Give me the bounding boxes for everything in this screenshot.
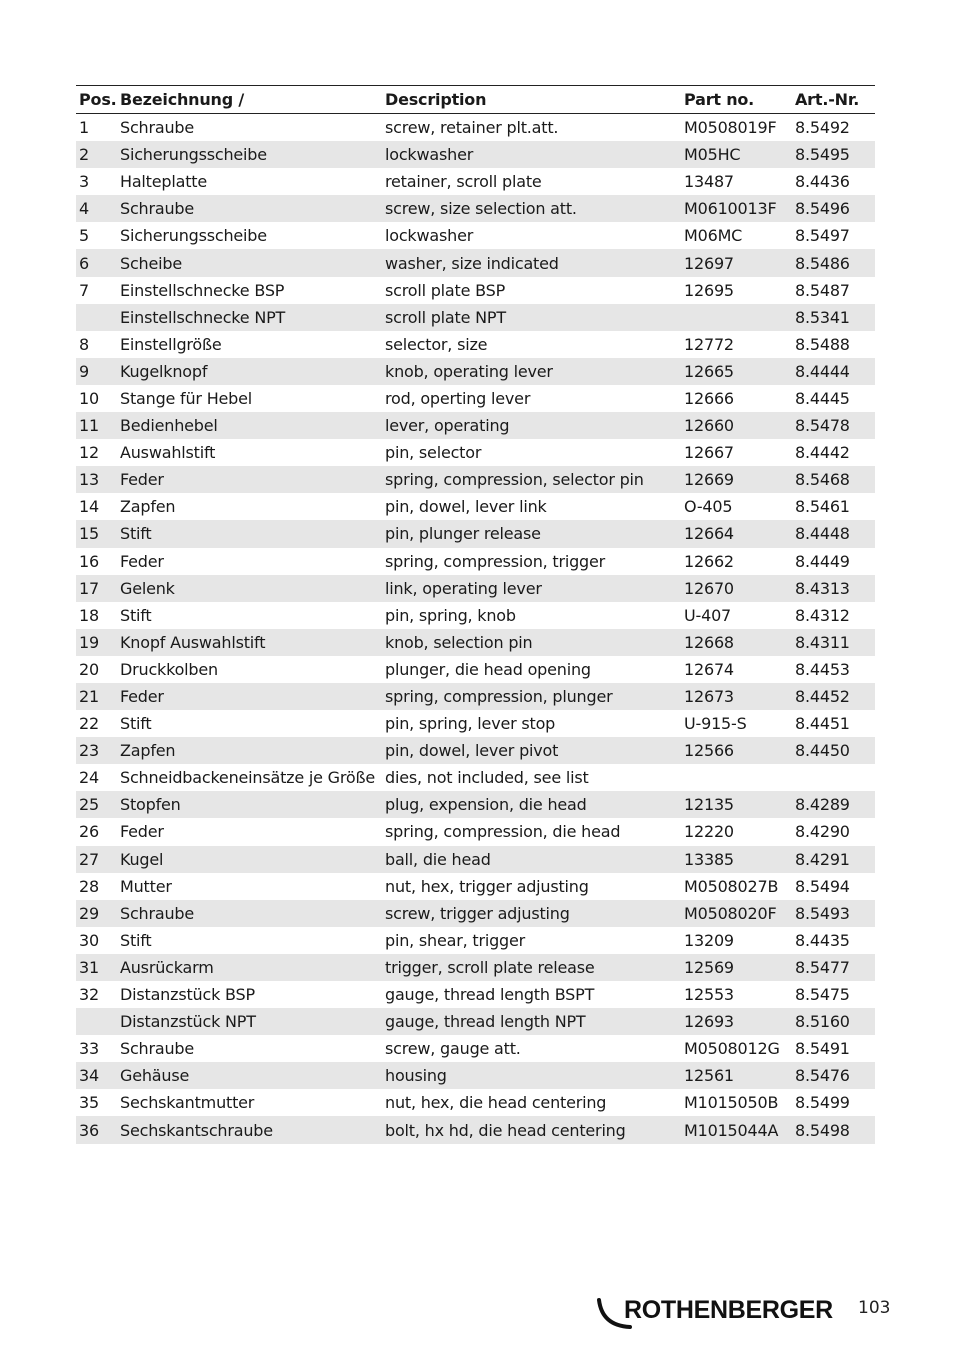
table-row [76,656,875,683]
table-row [76,764,875,791]
cell-bezeichnung: Ausrückarm [117,954,382,981]
cell-part-no: 12561 [681,1062,792,1089]
cell-art-nr: 8.5495 [792,141,875,168]
cell-bezeichnung: Auswahlstift [120,443,216,463]
table-row [76,710,875,737]
table-row [76,331,875,358]
cell-description: spring, compression, plunger [382,683,681,710]
table-row [76,629,875,656]
cell-bezeichnung: Kugel [117,846,382,873]
cell-bezeichnung: Bedienhebel [117,412,382,439]
table-row [76,818,875,845]
cell-bezeichnung: Einstellschnecke NPT [117,304,382,331]
cell-description: housing [382,1062,681,1089]
cell-art-nr: 8.4450 [792,737,875,764]
cell-bezeichnung: Sechskantschraube [117,1116,382,1143]
table-row [76,548,875,575]
cell-pos: 4 [76,195,117,222]
cell-bezeichnung: Zapfen [117,737,382,764]
cell-description: spring, compression, trigger [385,551,606,571]
cell-pos: 33 [79,1039,99,1059]
cell-part-no: M1015044A [681,1116,792,1143]
table-row [76,927,875,954]
cell-pos: 16 [79,551,99,571]
table-row [76,114,875,142]
cell-bezeichnung: Einstellschnecke BSP [120,280,285,300]
cell-description: scroll plate NPT [382,304,681,331]
cell-pos: 24 [79,768,99,788]
cell-part-no: M0508027B [684,876,779,896]
cell-description: gauge, thread length NPT [382,1008,681,1035]
cell-description: lever, operating [382,412,681,439]
table-row [76,466,875,493]
cell-pos: 8 [79,334,89,354]
cell-pos [76,304,117,331]
cell-part-no: M06MC [684,226,743,246]
table-row [76,602,875,629]
cell-pos: 31 [76,954,117,981]
cell-art-nr: 8.4451 [795,714,850,734]
cell-part-no: 12673 [681,683,792,710]
cell-description: pin, plunger release [382,520,681,547]
cell-pos: 21 [76,683,117,710]
cell-art-nr: 8.5498 [792,1116,875,1143]
cell-bezeichnung: Stift [120,714,152,734]
table-row [76,1116,875,1143]
cell-bezeichnung: Gelenk [117,575,382,602]
cell-bezeichnung: Feder [120,551,164,571]
table-row [76,439,875,466]
cell-part-no: 12697 [681,249,792,276]
cell-bezeichnung: Halteplatte [120,172,207,192]
cell-description: pin, spring, knob [385,605,516,625]
cell-bezeichnung: Stift [117,520,382,547]
cell-part-no: 12569 [681,954,792,981]
cell-art-nr: 8.5160 [792,1008,875,1035]
cell-art-nr: 8.4448 [792,520,875,547]
cell-pos: 19 [76,629,117,656]
cell-description: trigger, scroll plate release [382,954,681,981]
table-row [76,493,875,520]
table-row [76,222,875,249]
cell-part-no: 12674 [684,659,734,679]
cell-pos: 9 [76,358,117,385]
cell-bezeichnung: Sicherungsscheibe [120,226,267,246]
table-row [76,791,875,818]
cell-art-nr: 8.5491 [795,1039,850,1059]
cell-art-nr: 8.5494 [795,876,850,896]
table-row [76,195,875,222]
logo-wordmark: ROTHENBERGER [624,1296,833,1324]
cell-pos: 30 [79,930,99,950]
cell-pos: 26 [79,822,99,842]
header-part-no: Part no. [681,86,792,114]
cell-description: pin, selector [385,443,482,463]
cell-art-nr: 8.5341 [792,304,875,331]
cell-pos: 32 [79,985,99,1005]
cell-bezeichnung: Druckkolben [120,659,218,679]
cell-art-nr: 8.5496 [792,195,875,222]
cell-part-no: 12135 [681,791,792,818]
cell-bezeichnung: Stopfen [117,791,382,818]
cell-description: plunger, die head opening [385,659,591,679]
cell-art-nr: 8.4313 [792,575,875,602]
cell-bezeichnung: Einstellgröße [120,334,222,354]
page-number: 103 [858,1298,891,1318]
cell-bezeichnung: Scheibe [117,249,382,276]
cell-art-nr: 8.4435 [795,930,850,950]
rothenberger-logo [596,1296,836,1330]
table-header [76,86,875,114]
cell-pos: 10 [79,388,99,408]
cell-art-nr: 8.5477 [792,954,875,981]
cell-part-no: U-915-S [684,714,747,734]
table-row [76,168,875,195]
table-row [76,873,875,900]
cell-bezeichnung: Mutter [120,876,172,896]
cell-description: plug, expension, die head [382,791,681,818]
cell-description: washer, size indicated [382,249,681,276]
cell-pos: 11 [76,412,117,439]
table-body [76,114,875,1144]
cell-part-no: M1015050B [684,1093,779,1113]
cell-bezeichnung: Schraube [120,118,195,138]
cell-part-no: U-407 [684,605,732,625]
header-row [76,86,875,114]
table-row [76,249,875,276]
cell-pos: 34 [76,1062,117,1089]
cell-bezeichnung: Distanzstück NPT [117,1008,382,1035]
cell-part-no: M0508019F [684,118,777,138]
cell-part-no: 12664 [681,520,792,547]
cell-part-no: M0610013F [681,195,792,222]
cell-art-nr: 8.5488 [795,334,850,354]
cell-description: knob, operating lever [382,358,681,385]
table-row [76,1035,875,1062]
table-row [76,846,875,873]
cell-art-nr: 8.4436 [795,172,850,192]
cell-description: spring, compression, selector pin [382,466,681,493]
cell-art-nr: 8.5478 [792,412,875,439]
cell-description: ball, die head [382,846,681,873]
cell-description: rod, operting lever [385,388,531,408]
cell-pos: 17 [76,575,117,602]
cell-description: lockwasher [385,226,474,246]
table-row [76,520,875,547]
cell-art-nr: 8.4452 [792,683,875,710]
cell-bezeichnung: Feder [117,683,382,710]
table-row [76,575,875,602]
table-row [76,385,875,412]
cell-art-nr [792,764,875,791]
table-row [76,141,875,168]
cell-pos: 18 [79,605,99,625]
cell-pos: 27 [76,846,117,873]
parts-list-table [76,85,875,1144]
cell-pos: 36 [76,1116,117,1143]
cell-art-nr: 8.4453 [795,659,850,679]
cell-art-nr: 8.5475 [795,985,850,1005]
cell-art-nr: 8.4312 [795,605,850,625]
cell-art-nr: 8.4442 [795,443,850,463]
cell-pos: 5 [79,226,89,246]
table-row [76,737,875,764]
table-row [76,981,875,1008]
cell-description: nut, hex, trigger adjusting [385,876,589,896]
cell-part-no: 13209 [684,930,734,950]
table-row [76,358,875,385]
cell-bezeichnung: Schraube [117,195,382,222]
cell-art-nr: 8.4444 [792,358,875,385]
cell-description: screw, retainer plt.att. [385,118,559,138]
cell-part-no: 12660 [681,412,792,439]
cell-bezeichnung: Sechskantmutter [120,1093,255,1113]
cell-part-no: 12668 [681,629,792,656]
cell-part-no: 12695 [684,280,734,300]
cell-pos: 13 [76,466,117,493]
cell-bezeichnung: Knopf Auswahlstift [117,629,382,656]
cell-pos [76,1008,117,1035]
cell-bezeichnung: Feder [117,466,382,493]
header-art-nr: Art.-Nr. [792,86,875,114]
cell-art-nr: 8.5468 [792,466,875,493]
cell-pos: 14 [79,497,99,517]
cell-part-no: 13487 [684,172,734,192]
cell-description: pin, dowel, lever link [385,497,547,517]
cell-bezeichnung: Zapfen [120,497,176,517]
table-row [76,1089,875,1116]
cell-pos: 25 [76,791,117,818]
cell-art-nr: 8.4449 [795,551,850,571]
cell-bezeichnung: Schneidbackeneinsätze je Größe [120,768,376,788]
cell-description: lockwasher [382,141,681,168]
cell-bezeichnung: Gehäuse [117,1062,382,1089]
cell-part-no: 12566 [681,737,792,764]
cell-part-no: 13385 [681,846,792,873]
cell-pos: 12 [79,443,99,463]
cell-art-nr: 8.4311 [792,629,875,656]
cell-description: pin, shear, trigger [385,930,526,950]
table-row [76,277,875,304]
cell-bezeichnung: Distanzstück BSP [120,985,255,1005]
cell-part-no: 12665 [681,358,792,385]
cell-pos: 1 [79,118,89,138]
table-row [76,900,875,927]
cell-pos: 6 [76,249,117,276]
cell-pos: 23 [76,737,117,764]
cell-bezeichnung: Kugelknopf [117,358,382,385]
cell-description: bolt, hx hd, die head centering [382,1116,681,1143]
cell-part-no: M0508020F [681,900,792,927]
cell-pos: 22 [79,714,99,734]
cell-art-nr: 8.4445 [795,388,850,408]
cell-art-nr: 8.4289 [792,791,875,818]
cell-art-nr: 8.5497 [795,226,850,246]
cell-description: selector, size [385,334,488,354]
header-pos: Pos. [76,86,117,114]
cell-art-nr: 8.5461 [795,497,850,517]
cell-bezeichnung: Stift [120,930,152,950]
cell-part-no: O-405 [684,497,733,517]
cell-part-no [681,304,792,331]
cell-art-nr: 8.5493 [792,900,875,927]
cell-bezeichnung: Sicherungsscheibe [117,141,382,168]
cell-part-no: 12662 [684,551,734,571]
cell-part-no: M05HC [681,141,792,168]
table-row [76,683,875,710]
cell-bezeichnung: Stift [120,605,152,625]
cell-description: nut, hex, die head centering [385,1093,607,1113]
cell-description: gauge, thread length BSPT [385,985,595,1005]
cell-bezeichnung: Stange für Hebel [120,388,253,408]
cell-description: scroll plate BSP [385,280,506,300]
cell-art-nr: 8.4291 [792,846,875,873]
cell-part-no: 12772 [684,334,734,354]
header-bezeichnung: Bezeichnung / [117,86,382,114]
cell-part-no: 12666 [684,388,734,408]
cell-description: screw, trigger adjusting [382,900,681,927]
cell-description: retainer, scroll plate [385,172,542,192]
cell-description: link, operating lever [382,575,681,602]
table-row [76,1062,875,1089]
cell-pos: 7 [79,280,89,300]
cell-description: dies, not included, see list [385,768,589,788]
cell-pos: 35 [79,1093,99,1113]
cell-art-nr: 8.4290 [795,822,850,842]
cell-bezeichnung: Feder [120,822,164,842]
table-row [76,1008,875,1035]
cell-part-no: 12669 [681,466,792,493]
table-row [76,304,875,331]
cell-art-nr: 8.5499 [795,1093,850,1113]
cell-description: knob, selection pin [382,629,681,656]
table-row [76,954,875,981]
cell-pos: 28 [79,876,99,896]
header-description: Description [382,86,681,114]
cell-description: screw, gauge att. [385,1039,521,1059]
cell-part-no: 12553 [684,985,734,1005]
cell-bezeichnung: Schraube [117,900,382,927]
cell-description: pin, dowel, lever pivot [382,737,681,764]
cell-description: pin, spring, lever stop [385,714,556,734]
cell-description: screw, size selection att. [382,195,681,222]
cell-art-nr: 8.5476 [792,1062,875,1089]
table-row [76,412,875,439]
cell-pos: 29 [76,900,117,927]
cell-art-nr: 8.5486 [792,249,875,276]
cell-pos: 20 [79,659,99,679]
cell-pos: 2 [76,141,117,168]
cell-part-no: 12670 [681,575,792,602]
cell-part-no: M0508012G [684,1039,780,1059]
cell-bezeichnung: Schraube [120,1039,195,1059]
cell-pos: 15 [76,520,117,547]
cell-part-no: 12220 [684,822,734,842]
cell-pos: 3 [79,172,89,192]
cell-art-nr: 8.5492 [795,118,850,138]
cell-part-no [681,764,792,791]
cell-part-no: 12693 [681,1008,792,1035]
cell-art-nr: 8.5487 [795,280,850,300]
cell-description: spring, compression, die head [385,822,621,842]
cell-part-no: 12667 [684,443,734,463]
